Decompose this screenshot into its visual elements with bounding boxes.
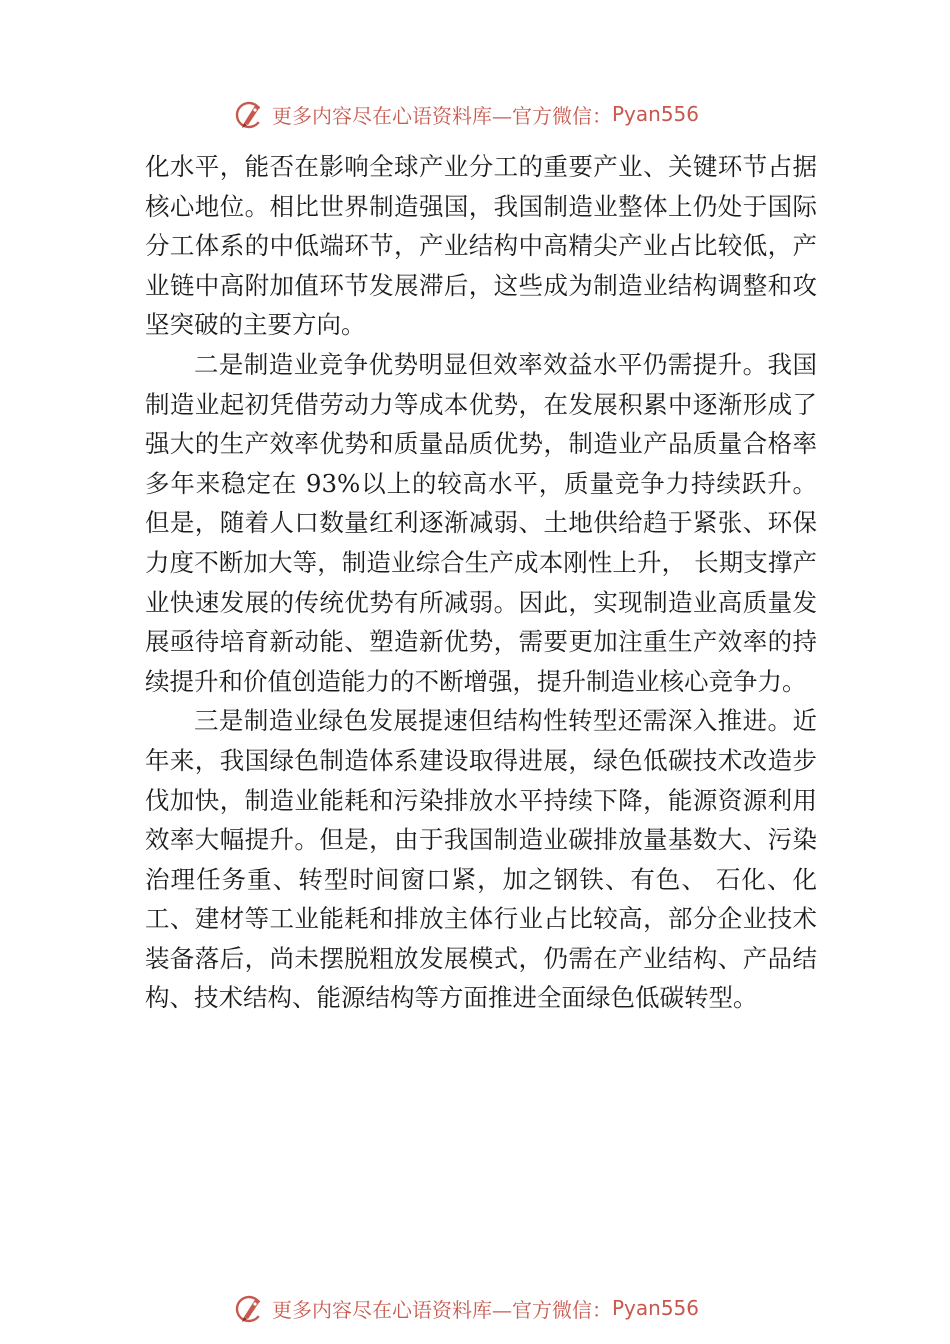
document-body — [145, 147, 817, 1018]
watermark-text: 更多内容尽在心语资料库—官方微信： — [272, 1297, 612, 1322]
pen-logo-icon — [232, 96, 268, 132]
paragraph-2: 二是制造业竞争优势明显但效率效益水平仍需提升。我国制造业起初凭借劳动力等成本优势，在发展积累中逐渐形成了强大的生产效率优势和质量品质优势，制造业产品质量合格率多年来稳定在 93%以上的较高水平，质量竞争力持续跃升。但是，随着人口数量红利逐渐减弱、土地供给趋于紧张、环保力度不断加大等，制造业综合生产成本刚性上升， 长期支撑产业快速发展的传统优势有所减弱。因此，实现制造业高质量发展亟待培育新动能、塑造新优势，需要更加注重生产效率的持续提升和价值创造能力的不断增强，提升制造业核心竞争力。 — [145, 349, 817, 696]
header-watermark — [232, 96, 699, 132]
watermark-wechat-id: Pyan556 — [612, 1296, 700, 1320]
pen-logo-icon — [232, 1290, 268, 1326]
paragraph-1: 化水平，能否在影响全球产业分工的重要产业、关键环节占据核心地位。相比世界制造强国，我国制造业整体上仍处于国际分工体系的中低端环节，产业结构中高精尖产业占比较低，产业链中高附加值环节发展滞后，这些成为制造业结构调整和攻坚突破的主要方向。 — [145, 152, 817, 340]
watermark-wechat-id: Pyan556 — [612, 102, 700, 126]
paragraph-3: 三是制造业绿色发展提速但结构性转型还需深入推进。近年来，我国绿色制造体系建设取得进展，绿色低碳技术改造步伐加快，制造业能耗和污染排放水平持续下降，能源资源利用效率大幅提升。但是，由于我国制造业碳排放量基数大、污染治理任务重、转型时间窗口紧，加之钢铁、有色、 石化、化工、建材等工业能耗和排放主体行业占比较高，部分企业技术装备落后，尚未摆脱粗放发展模式，仍需在产业结构、产品结构、技术结构、能源结构等方面推进全面绿色低碳转型。 — [145, 706, 817, 1013]
watermark-text: 更多内容尽在心语资料库—官方微信： — [272, 103, 612, 128]
footer-watermark — [232, 1290, 699, 1326]
